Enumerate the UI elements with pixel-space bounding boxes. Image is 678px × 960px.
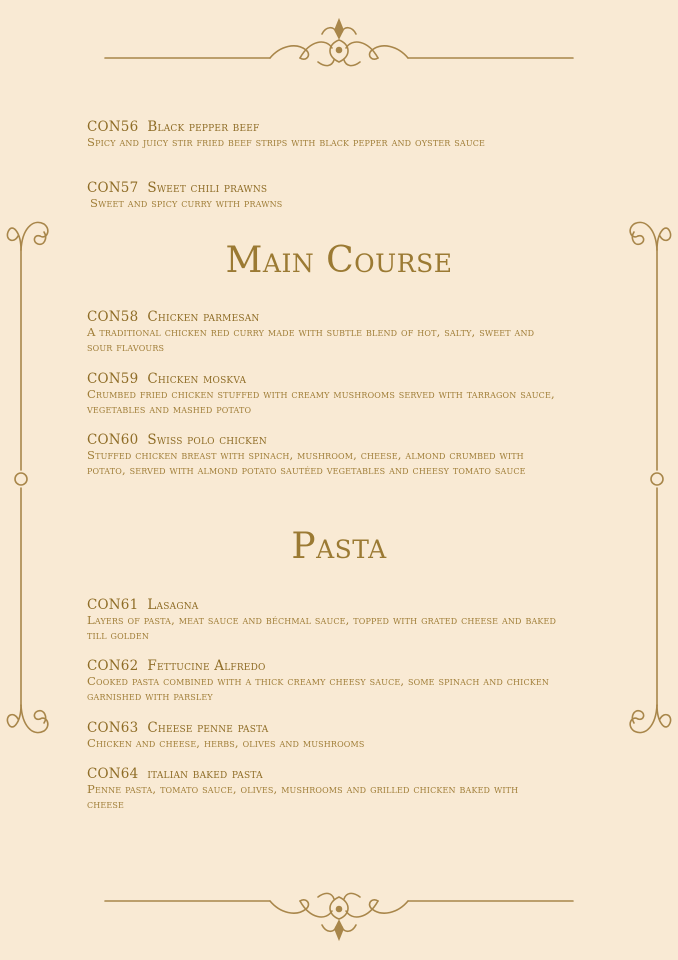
section-heading-main-course: Main Course [225, 240, 453, 281]
item-code: CON60 [87, 432, 139, 448]
item-description: A traditional chicken red curry made with subtle blend of hot, salty, sweet and sour flavours [87, 325, 535, 355]
menu-item-con61 [87, 597, 557, 644]
item-name: Swiss polo chicken [147, 432, 267, 448]
item-title [87, 658, 557, 674]
item-description: Chicken and cheese, herbs, olives and mushrooms [87, 736, 365, 750]
item-title [87, 720, 557, 736]
item-title [87, 766, 557, 782]
top-flourish-divider [105, 20, 573, 66]
menu-item-con58 [87, 309, 557, 356]
menu-item-con62 [87, 658, 557, 705]
item-code: CON57 [87, 180, 139, 196]
item-name: Chicken moskva [147, 371, 247, 387]
item-title [87, 180, 557, 196]
bottom-flourish-divider [105, 893, 573, 939]
item-code: CON64 [87, 766, 139, 782]
section-heading-pasta: Pasta [291, 526, 387, 567]
item-code: CON58 [87, 309, 139, 325]
item-title [87, 119, 557, 135]
item-description: Sweet and spicy curry with prawns [90, 196, 283, 210]
item-code: CON59 [87, 371, 139, 387]
right-border [630, 222, 670, 732]
item-name: Black pepper beef [147, 119, 260, 135]
item-name: Lasagna [147, 597, 199, 613]
item-description: Cooked pasta combined with a thick creamy cheesy sauce, some spinach and chicken garnished with parsley [87, 674, 550, 704]
item-name: Chicken parmesan [147, 309, 260, 325]
menu-item-con56 [87, 119, 557, 150]
item-description: Stuffed chicken breast with spinach, mushroom, cheese, almond crumbed with potato, served with almond potato sautéed vegetables and cheesy tomato sauce [87, 448, 526, 478]
item-description: Crumbed fried chicken stuffed with creamy mushrooms served with tarragon sauce, vegetables and mashed potato [87, 387, 555, 417]
item-name: italian baked pasta [147, 766, 263, 782]
menu-item-con57 [87, 180, 557, 211]
item-name: Fettucine Alfredo [147, 658, 266, 674]
item-title [87, 309, 557, 325]
menu-item-con63 [87, 720, 557, 751]
item-description: Layers of pasta, meat sauce and béchmal sauce, topped with grated cheese and baked till golden [87, 613, 557, 643]
item-title [87, 432, 557, 448]
menu-item-con64 [87, 766, 557, 813]
item-code: CON56 [87, 119, 139, 135]
item-code: CON62 [87, 658, 139, 674]
item-name: Sweet chili prawns [147, 180, 268, 196]
left-border [7, 222, 47, 732]
item-title [87, 597, 557, 613]
item-name: Cheese penne pasta [147, 720, 269, 736]
item-title [87, 371, 557, 387]
item-code: CON61 [87, 597, 139, 613]
item-code: CON63 [87, 720, 139, 736]
item-description: Penne pasta, tomato sauce, olives, mushrooms and grilled chicken baked with cheese [87, 782, 519, 812]
item-description: Spicy and juicy stir fried beef strips with black pepper and oyster sauce [87, 135, 486, 149]
menu-item-con60 [87, 432, 557, 479]
menu-item-con59 [87, 371, 557, 418]
